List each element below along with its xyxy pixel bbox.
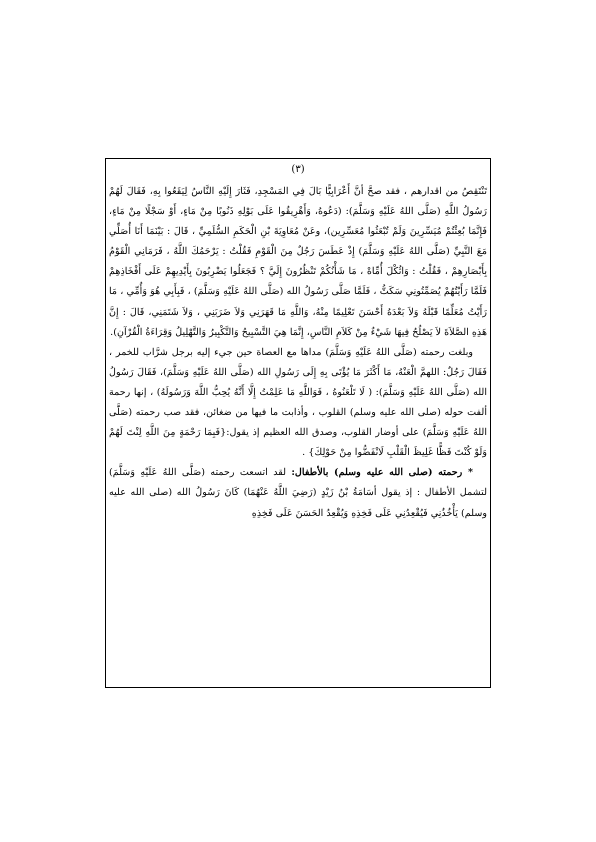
paragraph-3 (109, 463, 487, 523)
paragraph-1: تَنْتَقِصُ من اقدارهم ، فقد صحَّ أنَّ أَعْرَابِيًّا بَالَ فِي المَسْجِدِ، فَثَارَ إِلَيْهِ النَّاسُ لِيَقَعُوا بِهِ، فَقَالَ لَهُمْ رَسُولُ اللَّهِ (صَلَّى اللهُ عَلَيْهِ وَسَلَّمَ): (دَعُوهُ، وَأَهْرِيقُوا عَلَى بَوْلِهِ ذَنُوبًا مِنْ مَاءٍ، أَوْ سَجْلًا مِنْ مَاءٍ، فَإِنَّمَا بُعِثْتُمْ مُيَسِّرِينَ وَلَمْ تُبْعَثُوا مُعَسِّرِين)، وعَنْ مُعَاوِيَةَ بْنِ الْحَكَمِ السُّلَمِيِّ ، قَالَ : بَيْنَمَا أَنَا أُصَلِّي مَعَ النَّبِيِّ (صَلَّى اللهُ عَلَيْهِ وَسَلَّمَ) إِذْ عَطَسَ رَجُلٌ مِنَ الْقَوْمِ فَقُلْتُ : يَرْحَمُكَ اللَّهُ ، فَرَمَانِي الْقَوْمُ بِأَبْصَارِهِمْ ، فَقُلْتُ : وَاثُكْلَ أُمِّاهْ ، مَا شَأْنُكُمْ تَنْظُرُونَ إِلَيَّ ؟ فَجَعَلُوا يَضْرِبُونَ بِأَيْدِيهِمْ عَلَى أَفْخَاذِهِمْ فَلَمَّا رَأَيْتُهُمْ يُصَمِّتُونِي سَكَتُّ ، فَلَمَّا صَلَّى رَسُولُ الله (صَلَّى اللهُ عَلَيْهِ وَسَلَّمَ) ، فَبِأَبِي هُوَ وَأُمِّي ، مَا رَأَيْتُ مُعَلِّمًا قَبْلَهُ وَلاَ بَعْدَهُ أَحْسَنَ تَعْلِيمًا مِنْهُ، وَاللَّهِ مَا قَهَرَنِي وَلاَ ضَرَبَنِي ، وَلاَ شَتَمَنِي، قَالَ : إِنَّ هَذِهِ الصَّلاَةَ لاَ يَصْلُحُ فِيهَا شَيْءٌ مِنْ كَلاَمِ النَّاسِ، إِنَّمَا هِيَ التَّسْبِيحُ وَالتَّكْبِيرُ وَالتَّهْلِيلُ وَقِرَاءَةُ الْقُرْآنِ). (109, 186, 487, 338)
paragraph-3-text: لقد اتسعت رحمته (صَلَّى اللهُ عَلَيْهِ وَسَلَّمَ) لتشمل الأطفال : إذ يقول أسَامَةُ بْنُ زَيْدٍ (رَضِيَ اللَّهُ عَنْهُمَا) كَانَ رَسُولُ الله (صلى الله عليه وسلم) يَأْخُذُنِي فَيُقْعِدُنِي عَلَى فَخِذِهِ وَيُقْعِدُ الحَسَنَ عَلَى فَخِذِهِ (109, 467, 487, 519)
body-text (109, 182, 487, 524)
page-number: (٣) (291, 164, 305, 175)
section-heading-children: * رحمته (صلى الله عليه وسلم) بالأطفال: (291, 467, 473, 479)
paragraph-2: وبلغت رحمته (صَلَّى اللهُ عَلَيْهِ وَسَلَّمَ) مداها مع العصاة حين جيء إليه برجل شرَّاب للخمر ، فَقَالَ رَجُلٌ: اللهمَّ الْعَنْهُ، مَا أَكْثَرَ مَا يُؤْتَى بِهِ إِلَى رَسُولِ الله (صَلَّى اللهُ عَلَيْهِ وَسَلَّمَ)، فَقَالَ رَسُولُ الله (صَلَّى اللهُ عَلَيْهِ وَسَلَّمَ): ( لَا تَلْعَنُوهُ ، فَوَاللَّهِ مَا عَلِمْتُ إِلَّا أَنَّهُ يُحِبُّ اللَّهَ وَرَسُولَهُ) ، إنها رحمة ألفت حوله (صلى الله عليه وسلم) القلوب ، وأذابت ما فيها من ضغائن، فقد صب رحمته (صَلَّى اللهُ عَلَيْهِ وَسَلَّمَ) على أوضار القلوب، وصدق الله العظيم إذ يقول:{فَبِمَا رَحْمَةٍ مِنَ اللَّهِ لِنْتَ لَهُمْ وَلَوْ كُنْتَ فَظًّا غَلِيظَ الْقَلْبِ لَانْفَضُّوا مِنْ حَوْلِكَ} . (109, 346, 487, 459)
